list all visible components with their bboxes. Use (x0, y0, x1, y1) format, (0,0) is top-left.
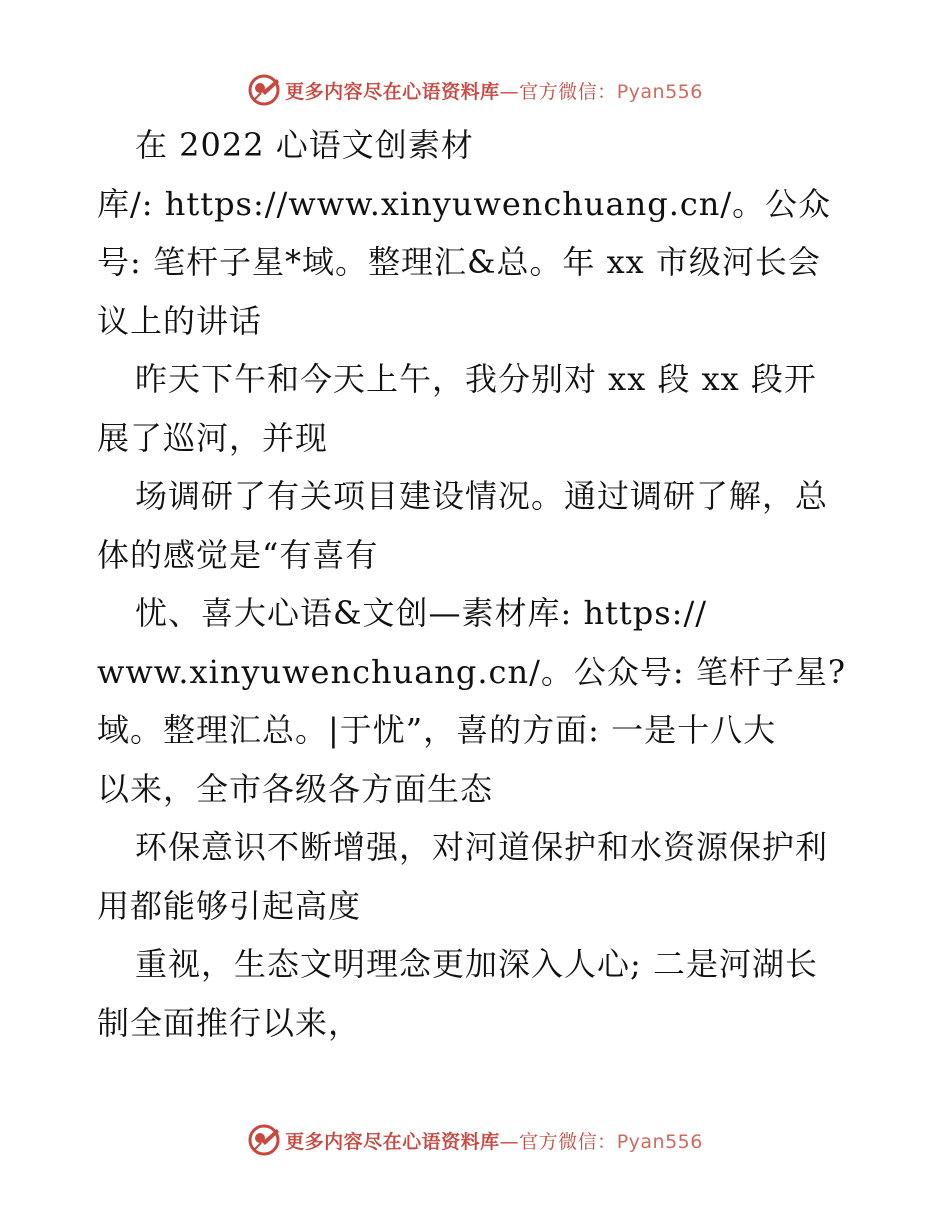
banner-wechat-id: Pyan556 (616, 80, 703, 103)
text-line: 展了巡河，并现 (97, 418, 329, 457)
text-line: 场调研了有关项目建设情况。通过调研了解，总 (135, 477, 829, 515)
header-banner (0, 70, 950, 110)
text-line: 在 2022 心语文创素材 (135, 126, 474, 164)
text-line: 以来，全市各级各方面生态 (97, 769, 494, 808)
text-line: 忧、喜大心语&文创—素材库: https:// (135, 594, 708, 632)
banner-site-text: 更多内容尽在心语资料库 (285, 80, 500, 103)
pen-logo-icon (247, 73, 281, 107)
text-line: 用都能够引起高度 (97, 886, 362, 925)
footer-banner (0, 1120, 950, 1160)
banner-separator: — (499, 1130, 520, 1153)
banner-wechat-label: 官方微信： (519, 1130, 617, 1153)
banner-separator: — (499, 80, 520, 103)
pen-logo-icon (247, 1123, 281, 1157)
text-line: 库/: https://www.xinyuwenchuang.cn/。公众 (97, 184, 832, 223)
banner-text (285, 1127, 703, 1154)
text-line: 号: 笔杆子星*域。整理汇&总。年 xx 市级河长会 (97, 243, 821, 281)
text-line: 昨天下午和今天上午，我分别对 xx 段 xx 段开 (135, 360, 817, 398)
banner-site-text: 更多内容尽在心语资料库 (285, 1130, 500, 1153)
banner-text (285, 77, 703, 104)
text-line: 制全面推行以来， (97, 1003, 362, 1042)
text-line: 体的感觉是“有喜有 (97, 535, 379, 574)
text-line: 议上的讲话 (97, 301, 263, 340)
text-line: 域。整理汇总。|于忧”，喜的方面: 一是十八大 (97, 711, 777, 749)
text-line: 重视，生态文明理念更加深入人心; 二是河湖长 (135, 945, 818, 983)
text-line: www.xinyuwenchuang.cn/。公众号: 笔杆子星? (97, 652, 846, 691)
banner-wechat-label: 官方微信： (519, 80, 617, 103)
text-line: 环保意识不断增强，对河道保护和水资源保护利 (135, 828, 829, 866)
banner-wechat-id: Pyan556 (616, 1130, 703, 1153)
document-body (97, 116, 857, 1052)
